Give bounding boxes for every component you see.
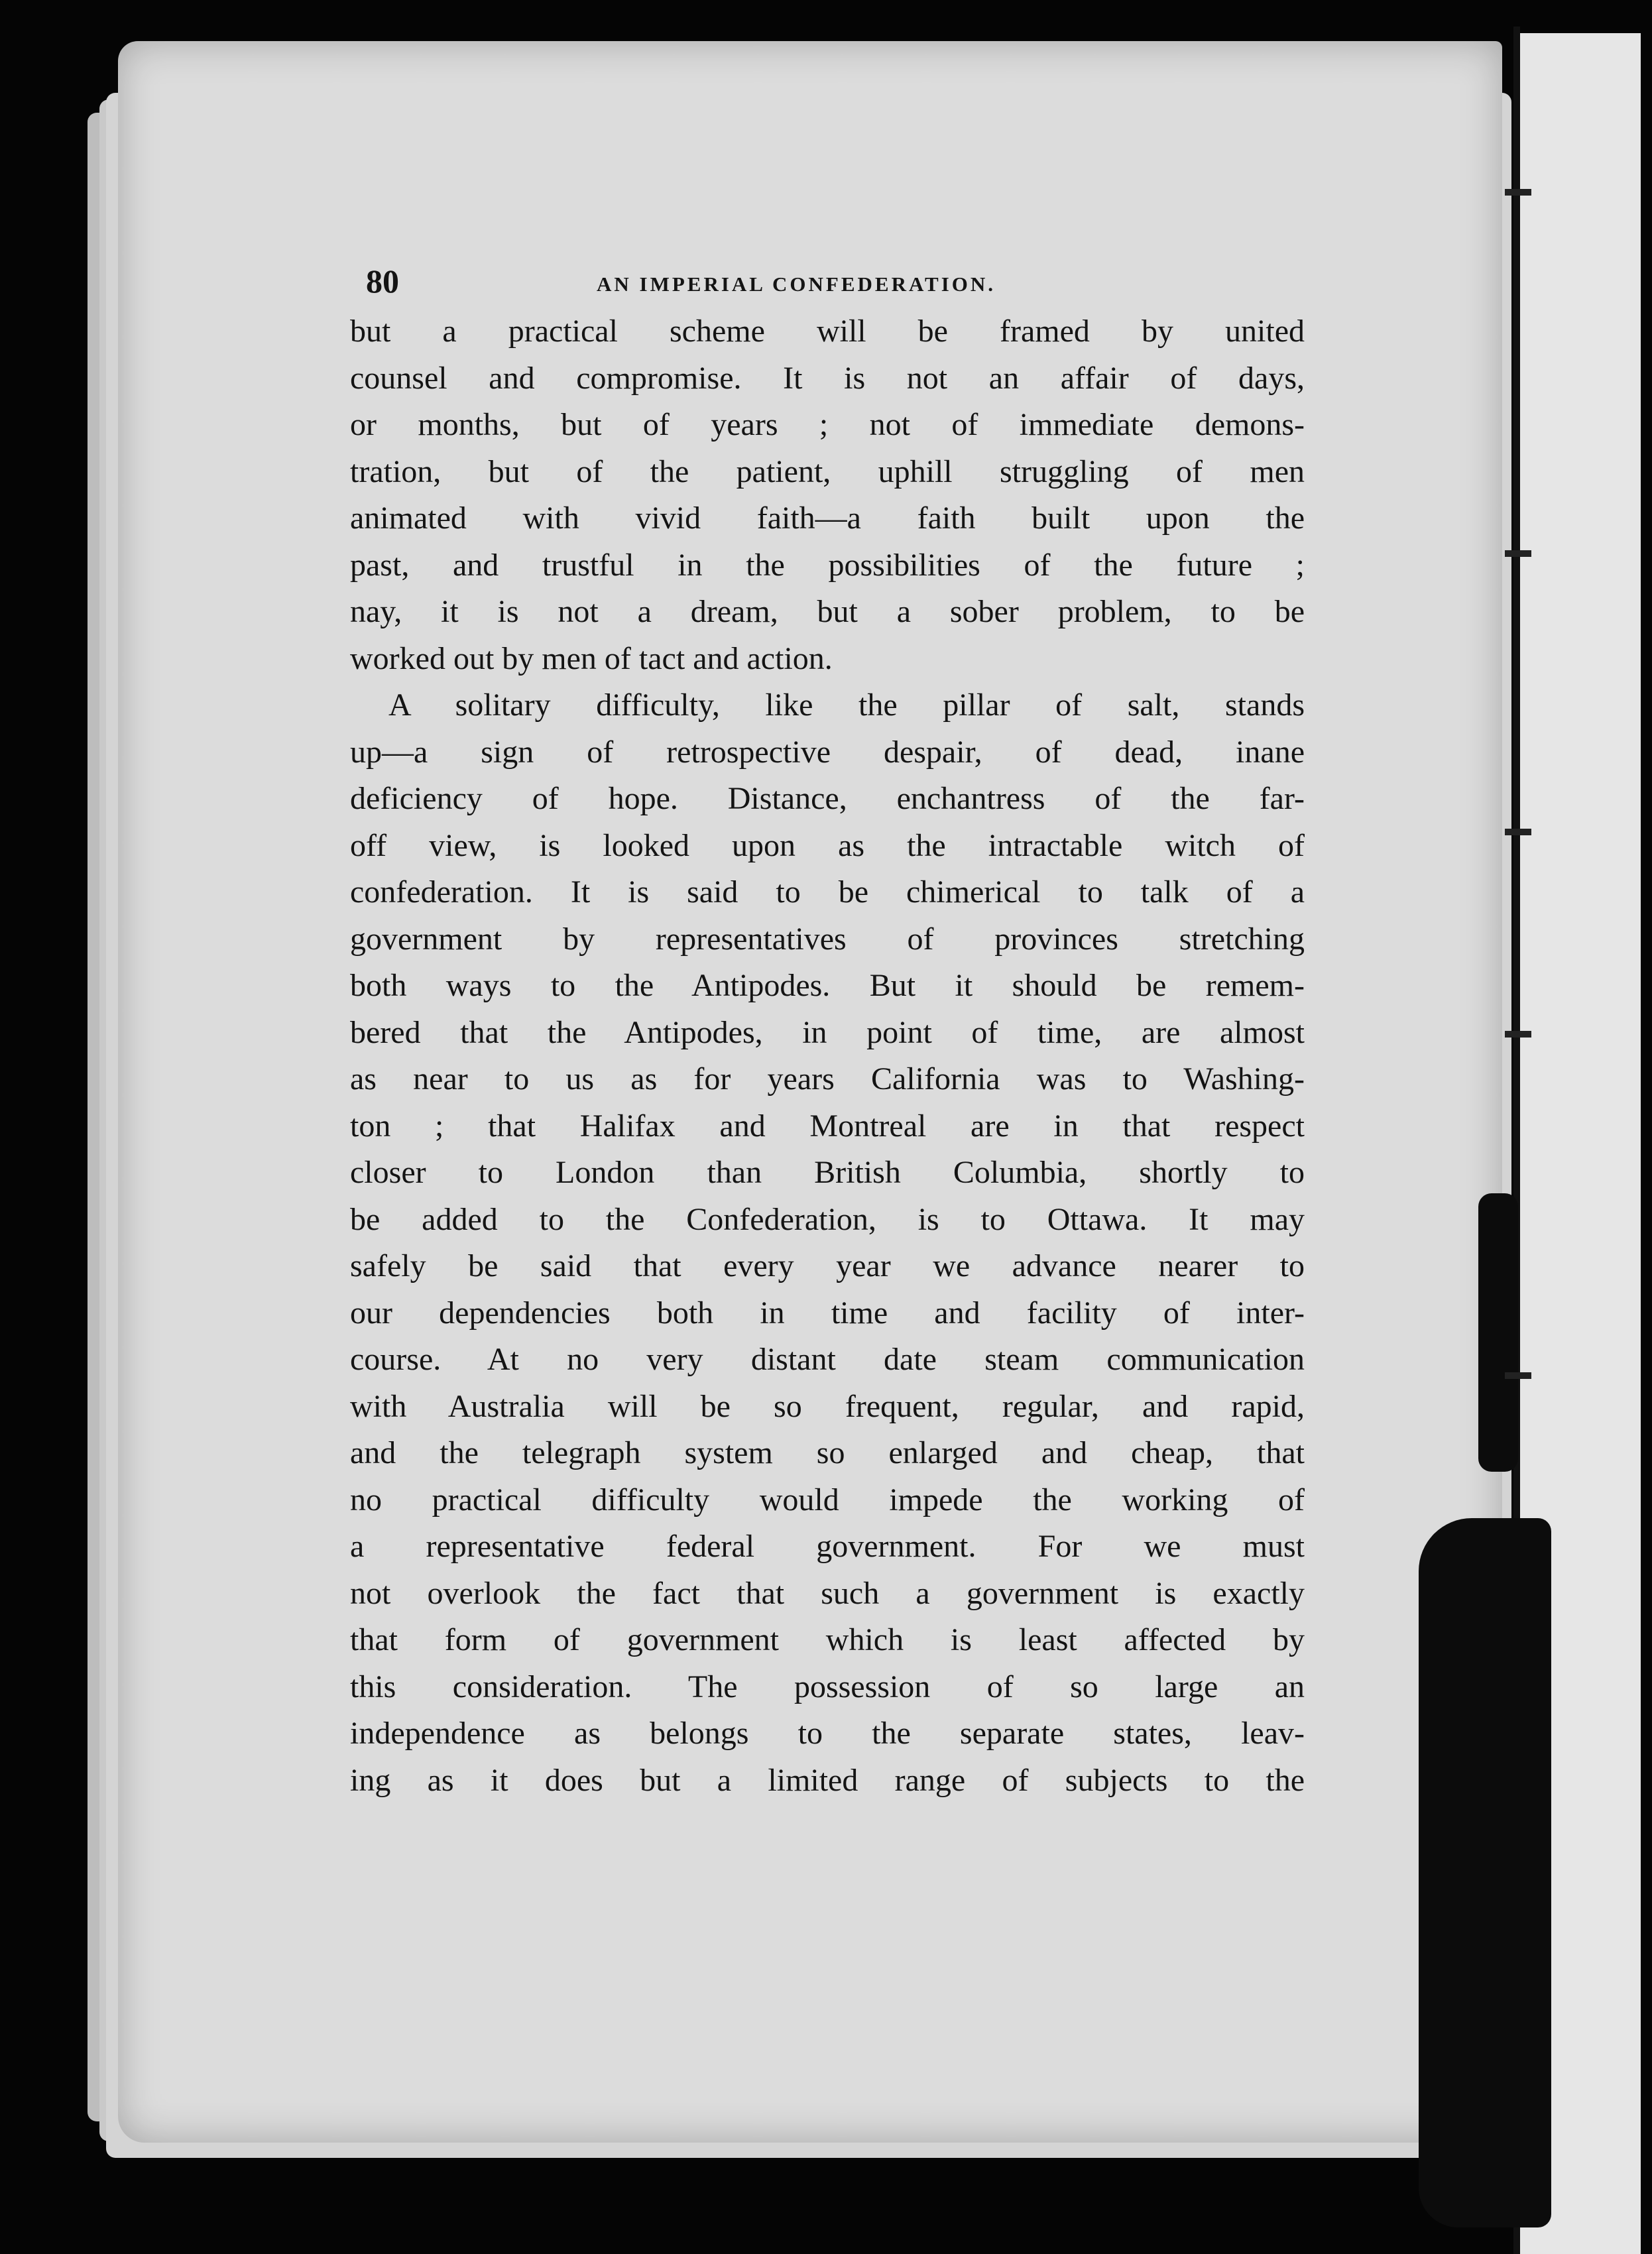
binding-damage <box>1419 1518 1551 2227</box>
text-line: counsel and compromise. It is not an affair of days, <box>350 360 1305 396</box>
text-line: past, and trustful in the possibilities of the future ; <box>350 547 1305 583</box>
text-line: confederation. It is said to be chimerical to talk of a <box>350 874 1305 910</box>
binding-stitch <box>1505 829 1531 835</box>
text-line: and the telegraph system so enlarged and cheap, that <box>350 1435 1305 1470</box>
text-line: tration, but of the patient, uphill struggling of men <box>350 453 1305 489</box>
text-line: safely be said that every year we advance nearer to <box>350 1248 1305 1283</box>
running-head <box>358 262 1305 308</box>
page-text <box>350 262 1305 1804</box>
text-line: government by representatives of provinces stretching <box>350 921 1305 957</box>
text-line: closer to London than British Columbia, shortly to <box>350 1155 1305 1190</box>
text-line: no practical difficulty would impede the working of <box>350 1482 1305 1517</box>
binding-stitch <box>1505 550 1531 557</box>
binding-stitch <box>1505 189 1531 196</box>
text-line: A solitary difficulty, like the pillar of salt, stands <box>388 687 1305 723</box>
text-line: with Australia will be so frequent, regular, and rapid, <box>350 1388 1305 1424</box>
text-line: this consideration. The possession of so large an <box>350 1669 1305 1704</box>
text-line: ing as it does but a limited range of subjects to the <box>350 1762 1305 1798</box>
text-line: course. At no very distant date steam communication <box>350 1342 1305 1377</box>
text-line: nay, it is not a dream, but a sober problem, to be <box>350 594 1305 629</box>
binding-stitch <box>1505 1031 1531 1038</box>
text-line: not overlook the fact that such a government is exactly <box>350 1575 1305 1611</box>
text-line: our dependencies both in time and facility of inter- <box>350 1295 1305 1331</box>
running-head-title: AN IMPERIAL CONFEDERATION. <box>597 272 996 296</box>
text-line: a representative federal government. For we must <box>350 1529 1305 1564</box>
binding-damage <box>1478 1193 1518 1472</box>
text-line: worked out by men of tact and action. <box>350 640 833 676</box>
text-line: ton ; that Halifax and Montreal are in that respect <box>350 1108 1305 1144</box>
text-line: as near to us as for years California was to Washing- <box>350 1061 1305 1097</box>
text-line: or months, but of years ; not of immediate demons- <box>350 407 1305 442</box>
page-number: 80 <box>366 263 399 300</box>
text-line: off view, is looked upon as the intractable witch of <box>350 827 1305 863</box>
text-line: independence as belongs to the separate states, leav- <box>350 1716 1305 1751</box>
text-line: up—a sign of retrospective despair, of dead, inane <box>350 734 1305 770</box>
text-line: be added to the Confederation, is to Ottawa. It may <box>350 1201 1305 1237</box>
text-line: that form of government which is least affected by <box>350 1622 1305 1657</box>
binding-stitch <box>1505 1372 1531 1379</box>
text-line: deficiency of hope. Distance, enchantress of the far- <box>350 781 1305 816</box>
text-line: but a practical scheme will be framed by united <box>350 314 1305 349</box>
text-line: both ways to the Antipodes. But it should be remem- <box>350 968 1305 1003</box>
text-line: animated with vivid faith—a faith built upon the <box>350 501 1305 536</box>
text-line: bered that the Antipodes, in point of time, are almost <box>350 1014 1305 1050</box>
